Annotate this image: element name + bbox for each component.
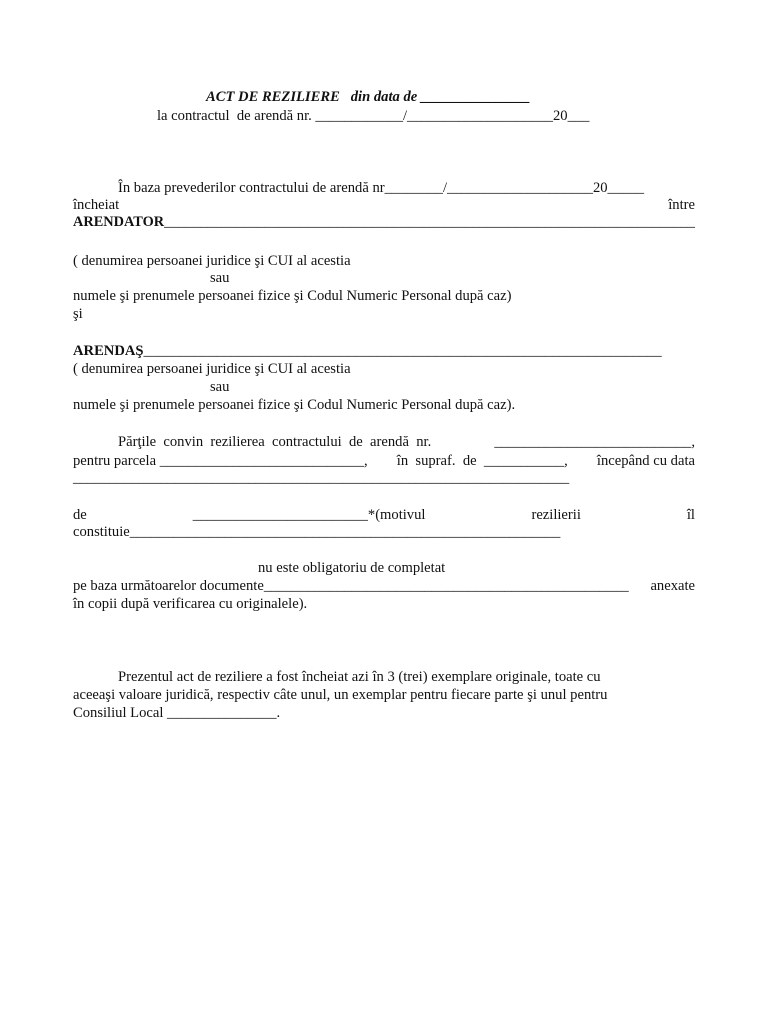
arendator-blank: __________________________________________________________________________ <box>164 214 695 230</box>
arendas-blank: _______________________________________________________________________ <box>143 343 662 359</box>
arendator-desc-1: ( denumirea persoanei juridice şi CUI al acestia <box>73 253 351 269</box>
parties-line-1-right: ___________________________, <box>494 434 695 450</box>
arendator-desc-3: numele şi prenumele persoanei fizice şi Codul Numeric Personal după caz) <box>73 288 512 304</box>
motivul-text: ________________________*(motivul <box>192 507 426 523</box>
intro-line-2 <box>73 197 695 214</box>
intro-incheiat: încheiat <box>73 197 120 213</box>
de-text: de <box>73 507 87 523</box>
suprafata-text: în supraf. de ___________, <box>396 453 568 469</box>
intro-line-1: În baza prevederilor contractului de arendă nr________/____________________20_____ <box>118 180 645 196</box>
arendator-line <box>73 214 695 231</box>
parties-line-4 <box>73 507 695 524</box>
parties-line-2 <box>73 453 695 470</box>
note-line-2-left: pe baza următoarelor documente__________________________________________________ <box>73 578 629 594</box>
document-title: ACT DE REZILIERE din data de _______________ <box>206 89 531 105</box>
parcela-text: pentru parcela ____________________________, <box>73 453 368 469</box>
parties-line-5: constituie___________________________________________________________ <box>73 524 561 540</box>
parties-line-3: ____________________________________________________________________ <box>73 470 570 486</box>
incepand-text: începând cu data <box>596 453 695 469</box>
arendator-desc-4: şi <box>73 306 83 322</box>
document-subtitle: la contractul de arendă nr. ____________/____________________20___ <box>157 108 590 124</box>
rezilierii-text: rezilierii <box>531 507 581 523</box>
arendator-desc-2: sau <box>210 270 230 286</box>
intro-intre: între <box>668 197 695 213</box>
closing-line-1: Prezentul act de reziliere a fost încheiat azi în 3 (trei) exemplare originale, toate cu <box>118 669 601 685</box>
arendas-desc-1: ( denumirea persoanei juridice şi CUI al acestia <box>73 361 351 377</box>
closing-line-3: Consiliul Local _______________. <box>73 705 281 721</box>
il-text: îl <box>686 507 695 523</box>
arendas-desc-3: numele şi prenumele persoanei fizice şi Codul Numeric Personal după caz). <box>73 397 516 413</box>
note-line-1: nu este obligatoriu de completat <box>258 560 446 576</box>
arendas-label: ARENDAŞ <box>73 343 144 359</box>
arendas-desc-2: sau <box>210 379 230 395</box>
note-line-3: în copii după verificarea cu originalele). <box>73 596 308 612</box>
arendas-line <box>73 343 662 360</box>
parties-line-1-left: Părţile convin rezilierea contractului de arendă nr. <box>118 434 432 450</box>
closing-line-2: aceeaşi valoare juridică, respectiv câte unul, un exemplar pentru fiecare parte şi unul pentru <box>73 687 608 703</box>
arendator-label: ARENDATOR <box>73 214 165 230</box>
note-line-2-right: anexate <box>650 578 695 594</box>
